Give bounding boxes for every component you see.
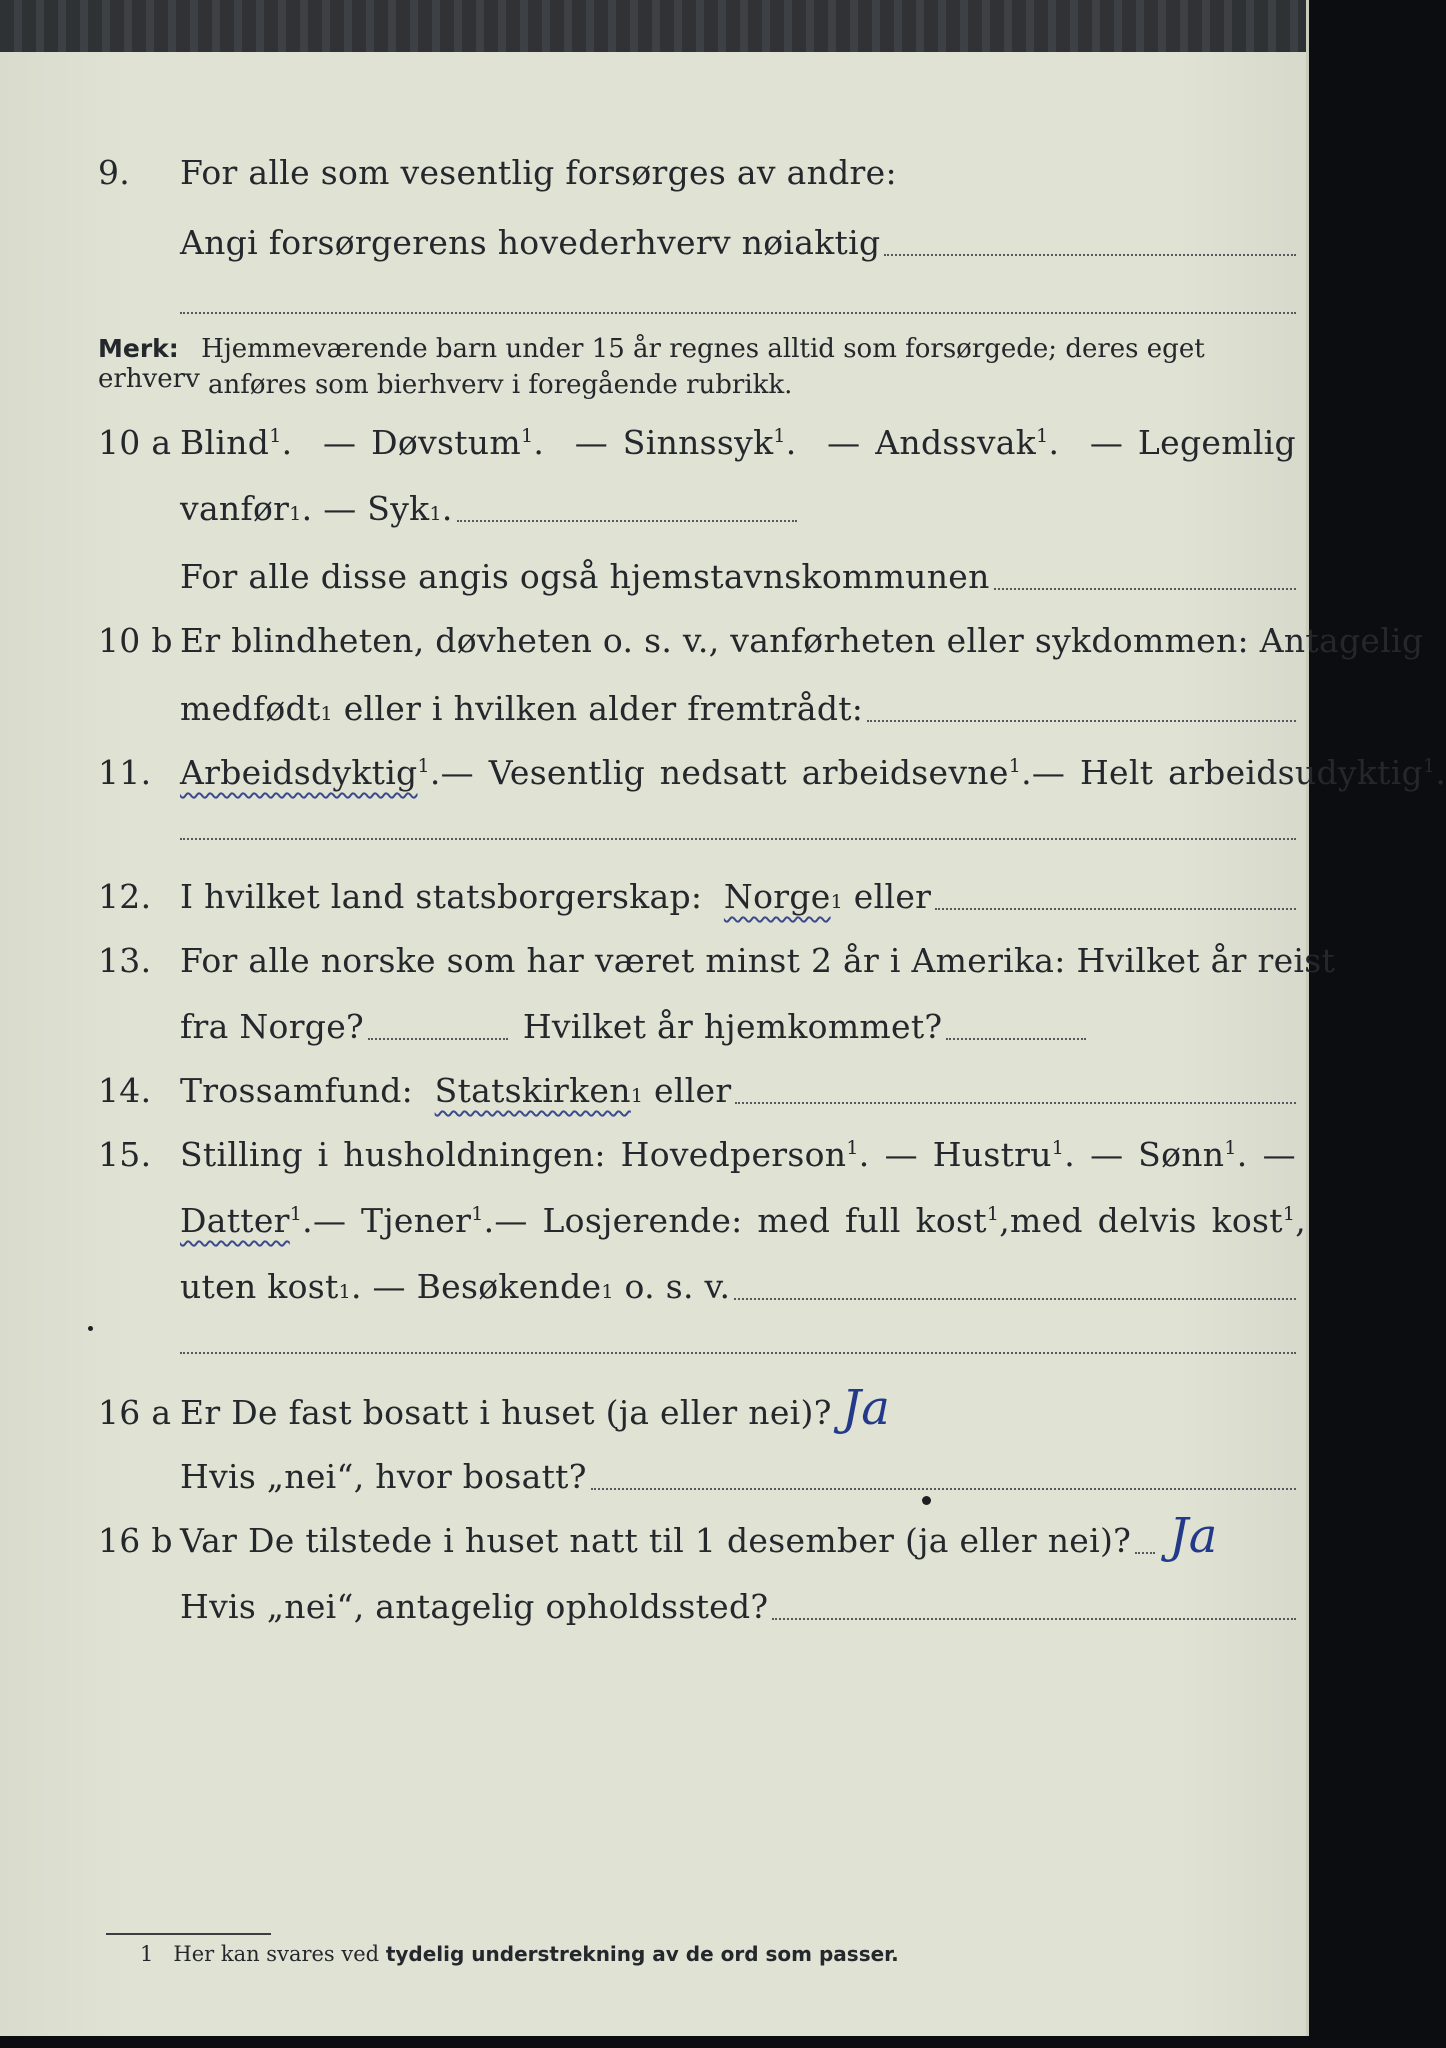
q10b-medfodt[interactable]: medfødt xyxy=(180,689,321,728)
scan-top-edge xyxy=(0,0,1306,52)
q10a-number: 10 a xyxy=(98,423,172,462)
q15-other-field[interactable] xyxy=(734,1298,1296,1300)
q16a-line1 xyxy=(0,1382,1306,1442)
q10b-answer-field[interactable] xyxy=(867,720,1296,722)
q10a-syk[interactable]: — Syk xyxy=(323,489,430,528)
q10a-line1: 10 a Blind$^1$. — Døvstum$^1$. — Sinnssyk$^1$. — Andssvak$^1$. — Legemlig xyxy=(98,423,1296,462)
q16a-handwritten-answer[interactable]: Ja xyxy=(841,1380,891,1436)
q15-full-kost[interactable]: — Losjerende: med full kost xyxy=(494,1201,987,1240)
q13-line2 xyxy=(0,996,1306,1056)
q9-answer-field[interactable] xyxy=(884,254,1296,256)
q10a-vanfor[interactable]: vanfør xyxy=(180,489,290,528)
q10a-line3 xyxy=(0,546,1306,606)
merk-label: Merk: xyxy=(98,334,179,363)
q14-lead: Trossamfund: xyxy=(180,1071,414,1110)
q10a-text3: For alle disse angis også hjemstavnskommunen xyxy=(180,557,990,596)
q16a-bosatt-field[interactable] xyxy=(591,1488,1296,1490)
q12-other-field[interactable] xyxy=(935,908,1296,910)
q16b-number: 16 b xyxy=(98,1521,173,1560)
q9-text2: Angi forsørgerens hovederhverv nøiaktig xyxy=(180,223,881,262)
q9-line2 xyxy=(0,212,1306,272)
q9-blank-line[interactable] xyxy=(180,312,1296,314)
q15-blank-line[interactable] xyxy=(180,1352,1296,1354)
q10a-sinnssyk[interactable]: — Sinnssyk xyxy=(574,423,774,462)
q15-line1: 15. Stilling i husholdningen: Hovedperson$^1$. — Hustru$^1$. — Sønn$^1$. — xyxy=(98,1135,1296,1174)
q16b-handwritten-answer[interactable]: Ja xyxy=(1169,1508,1218,1564)
q16b-line1 xyxy=(0,1510,1306,1570)
ink-speck xyxy=(88,1326,93,1331)
q12-lead: I hvilket land statsborgerskap: xyxy=(180,877,703,916)
q16b-oppholdssted-field[interactable] xyxy=(772,1618,1296,1620)
q10a-andssvak[interactable]: — Andssvak xyxy=(827,423,1037,462)
q10a-line2: vanfør 1 . — Syk 1 . xyxy=(0,478,1306,538)
q15-uten-kost[interactable]: uten kost xyxy=(180,1267,339,1306)
q13-text1: For alle norske som har været minst 2 år i Amerika: Hvilket år reist xyxy=(180,941,1336,980)
q16b-answer-lead xyxy=(1135,1552,1155,1554)
q10a-legemlig[interactable]: — Legemlig xyxy=(1089,423,1296,462)
merk-text1: Hjemmeværende barn under 15 år regnes alltid som forsørgede; deres eget erhverv xyxy=(98,334,1205,394)
q16a-line2 xyxy=(0,1446,1306,1506)
q10b-line1 xyxy=(0,610,1424,670)
footnote xyxy=(140,1942,899,1966)
q11-line: 11. Arbeidsdyktig$^1$. — Vesentlig nedsatt arbeidsevne$^1$. — Helt arbeidsudyktig$^1$. xyxy=(98,753,1446,792)
q12-eller: eller xyxy=(853,877,932,916)
q11-udyktig[interactable]: — Helt arbeidsudyktig xyxy=(1031,753,1423,792)
q11-arbeidsdyktig[interactable]: Arbeidsdyktig xyxy=(180,753,418,792)
q10a-hjemstavn-field[interactable] xyxy=(994,588,1296,590)
merk-note-line2 xyxy=(208,370,792,400)
merk-text2: anføres som bierhverv i foregående rubrikk. xyxy=(208,370,793,400)
q13-reist-field[interactable] xyxy=(368,1038,508,1040)
q16b-line2 xyxy=(0,1576,1306,1636)
q11-blank-line[interactable] xyxy=(180,838,1296,840)
q12-number: 12. xyxy=(98,877,152,916)
q14-number: 14. xyxy=(98,1071,152,1110)
q10a-syk-field[interactable] xyxy=(457,520,797,522)
footnote-text: Her kan svares ved xyxy=(173,1942,380,1966)
q15-line2: Datter$^1$. — Tjener$^1$. — Losjerende: med full kost$^1$, med delvis kost$^1$, xyxy=(180,1201,1307,1240)
q12-norge[interactable]: Norge xyxy=(723,877,831,916)
q15-line3: uten kost 1 . — Besøkende 1 o. s. v. xyxy=(0,1256,1306,1316)
q11-number: 11. xyxy=(98,753,152,792)
q13-hjemkommet-field[interactable] xyxy=(946,1038,1086,1040)
q13-line1 xyxy=(0,930,1336,990)
q14-eller: eller xyxy=(654,1071,732,1110)
q14-statskirken[interactable]: Statskirken xyxy=(434,1071,631,1110)
q10b-text2: eller i hvilken alder fremtrådt: xyxy=(343,689,864,728)
q10b-line2: medfødt 1 eller i hvilken alder fremtrådt: xyxy=(0,678,1306,738)
q15-datter[interactable]: Datter xyxy=(180,1201,290,1240)
q11-nedsatt[interactable]: — Vesentlig nedsatt arbeidsevne xyxy=(440,753,1009,792)
q16b-text2: Hvis „nei“, antagelig opholdssted? xyxy=(180,1587,769,1626)
q10b-text1: Er blindheten, døvheten o. s. v., vanførheten eller sykdommen: Antagelig xyxy=(180,621,1424,660)
q10b-number: 10 b xyxy=(98,621,173,660)
q16b-text1: Var De tilstede i huset natt til 1 desember (ja eller nei)? xyxy=(180,1521,1132,1560)
q13-number: 13. xyxy=(98,941,152,980)
footnote-bold-text: tydelig understrekning av de ord som passer. xyxy=(385,1942,899,1966)
q15-delvis-kost[interactable]: med delvis kost xyxy=(1010,1201,1283,1240)
q9-text1: For alle som vesentlig forsørges av andre: xyxy=(180,153,897,192)
footnote-mark: 1 xyxy=(140,1942,154,1966)
q15-hovedperson[interactable]: Stilling i husholdningen: Hovedperson xyxy=(180,1135,847,1174)
q14-other-field[interactable] xyxy=(735,1102,1296,1104)
q10a-blind[interactable]: Blind xyxy=(180,423,270,462)
ink-dot xyxy=(922,1496,931,1505)
q15-sonn[interactable]: — Sønn xyxy=(1090,1135,1225,1174)
q15-tjener[interactable]: — Tjener xyxy=(312,1201,472,1240)
q9-number: 9. xyxy=(98,153,131,192)
q15-besokende[interactable]: — Besøkende xyxy=(372,1267,602,1306)
q16a-text2: Hvis „nei“, hvor bosatt? xyxy=(180,1457,587,1496)
q9-line1 xyxy=(0,142,1306,202)
q10a-dovstum[interactable]: — Døvstum xyxy=(323,423,521,462)
q15-number: 15. xyxy=(98,1135,152,1174)
footnote-rule xyxy=(106,1933,271,1935)
q14-line: 14. Trossamfund: Statskirken 1 eller xyxy=(0,1060,1306,1120)
q13-hjemkommet: Hvilket år hjemkommet? xyxy=(522,1007,943,1046)
q12-line: 12. I hvilket land statsborgerskap: Norge 1 eller xyxy=(0,866,1306,926)
q13-reist: fra Norge? xyxy=(180,1007,365,1046)
q16a-number: 16 a xyxy=(98,1393,172,1432)
q15-hustru[interactable]: — Hustru xyxy=(884,1135,1052,1174)
q16a-text1: Er De fast bosatt i huset (ja eller nei)? xyxy=(180,1393,832,1432)
